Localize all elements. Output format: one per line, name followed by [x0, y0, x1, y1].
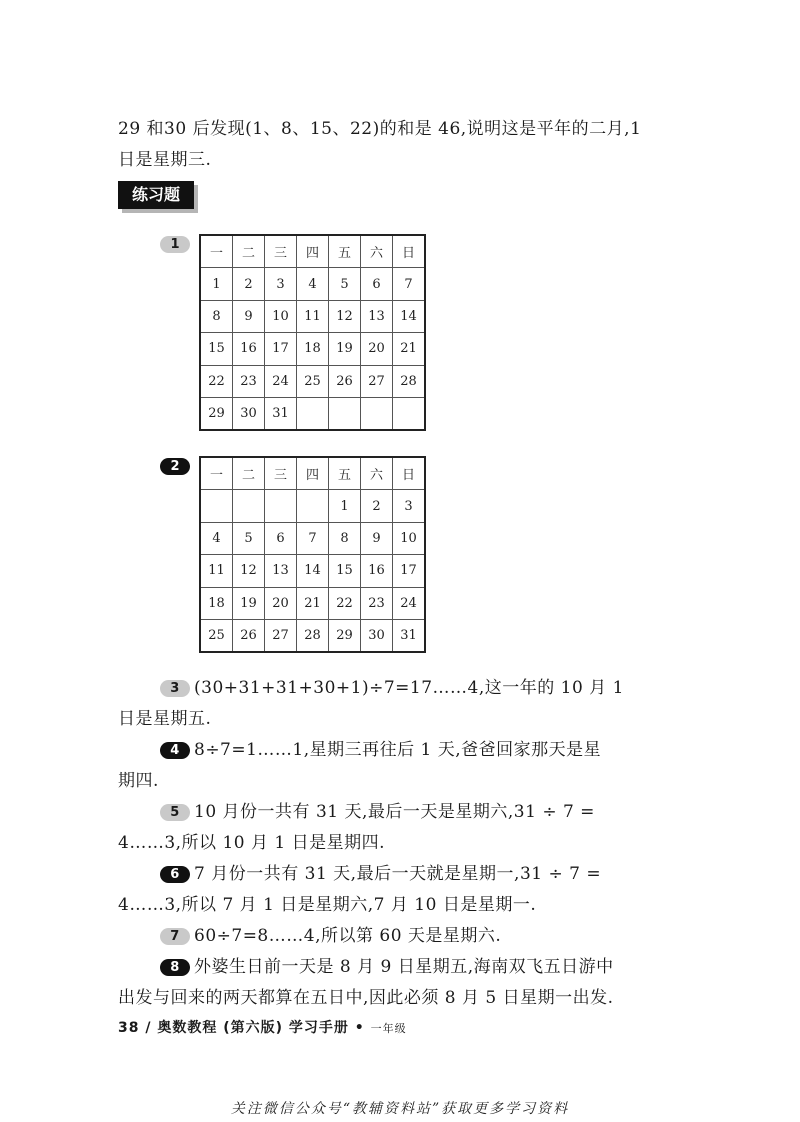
day-cell: 27 [361, 365, 393, 397]
day-cell: 5 [233, 522, 265, 554]
answer-text: 60÷7=8……4,所以第 60 天是星期六. [194, 926, 502, 946]
answer-text: 外婆生日前一天是 8 月 9 日星期五,海南双飞五日游中 [194, 957, 614, 977]
answer-8-line-1 [160, 953, 614, 981]
day-cell: 13 [265, 555, 297, 587]
weekday-header: 五 [329, 457, 361, 490]
day-cell: 4 [200, 522, 233, 554]
day-cell: 26 [329, 365, 361, 397]
answer-5-line-1 [160, 798, 595, 826]
day-cell: 7 [297, 522, 329, 554]
day-cell: 3 [393, 490, 426, 522]
problem-number-badge: 6 [160, 866, 190, 883]
page-number: 38 [118, 1020, 140, 1036]
answer-4-line-1 [160, 736, 601, 764]
day-cell: 3 [265, 268, 297, 300]
day-cell: 24 [393, 587, 426, 619]
answer-3-line-2: 日是星期五. [118, 709, 212, 729]
day-cell: 14 [393, 300, 426, 332]
problem-number-badge: 7 [160, 928, 190, 945]
day-cell: 19 [233, 587, 265, 619]
day-cell: 20 [265, 587, 297, 619]
day-cell: 16 [233, 333, 265, 365]
answer-5-line-2: 4……3,所以 10 月 1 日是星期四. [118, 833, 386, 853]
weekday-header: 四 [297, 235, 329, 268]
day-cell: 15 [200, 333, 233, 365]
day-cell: 8 [329, 522, 361, 554]
day-cell: 11 [297, 300, 329, 332]
calendar-table-1 [199, 234, 426, 431]
day-cell: 26 [233, 619, 265, 652]
answer-6-line-2: 4……3,所以 7 月 1 日是星期六,7 月 10 日是星期一. [118, 895, 537, 915]
weekday-header: 六 [361, 457, 393, 490]
day-cell: 17 [265, 333, 297, 365]
day-cell: 6 [265, 522, 297, 554]
day-cell: 28 [297, 619, 329, 652]
day-cell: 19 [329, 333, 361, 365]
weekday-header: 一 [200, 235, 233, 268]
day-cell: 2 [233, 268, 265, 300]
weekday-header: 三 [265, 235, 297, 268]
day-cell: 2 [361, 490, 393, 522]
day-cell: 9 [233, 300, 265, 332]
day-cell: 10 [393, 522, 426, 554]
day-cell: 31 [393, 619, 426, 652]
day-cell [265, 490, 297, 522]
day-cell [329, 397, 361, 430]
section-title: 练习题 [118, 181, 194, 209]
day-cell [200, 490, 233, 522]
problem-number-badge: 5 [160, 804, 190, 821]
intro-line-2: 日是星期三. [118, 150, 212, 170]
day-cell: 7 [393, 268, 426, 300]
day-cell: 22 [200, 365, 233, 397]
day-cell: 16 [361, 555, 393, 587]
day-cell: 1 [200, 268, 233, 300]
calendar-header-row [200, 457, 425, 490]
day-cell: 8 [200, 300, 233, 332]
book-title: / 奥数教程 (第六版) 学习手册 • [145, 1020, 365, 1036]
weekday-header: 四 [297, 457, 329, 490]
day-cell: 18 [297, 333, 329, 365]
day-cell: 11 [200, 555, 233, 587]
calendar-week-row [200, 619, 425, 652]
answer-7-line-1 [160, 922, 501, 950]
day-cell: 29 [200, 397, 233, 430]
day-cell: 31 [265, 397, 297, 430]
day-cell: 6 [361, 268, 393, 300]
day-cell: 25 [200, 619, 233, 652]
day-cell: 24 [265, 365, 297, 397]
weekday-header: 二 [233, 235, 265, 268]
calendar-table-2 [199, 456, 426, 653]
answer-text: (30+31+31+30+1)÷7=17……4,这一年的 10 月 1 [194, 678, 624, 698]
weekday-header: 六 [361, 235, 393, 268]
day-cell [233, 490, 265, 522]
problem-number-badge: 1 [160, 236, 190, 253]
calendar-week-row [200, 300, 425, 332]
day-cell: 27 [265, 619, 297, 652]
answer-text: 7 月份一共有 31 天,最后一天就是星期一,31 ÷ 7 = [194, 864, 602, 884]
day-cell: 17 [393, 555, 426, 587]
calendar-week-row [200, 490, 425, 522]
day-cell: 12 [329, 300, 361, 332]
day-cell: 21 [393, 333, 426, 365]
weekday-header: 二 [233, 457, 265, 490]
calendar-week-row [200, 555, 425, 587]
day-cell: 25 [297, 365, 329, 397]
weekday-header: 一 [200, 457, 233, 490]
day-cell: 28 [393, 365, 426, 397]
problem-number-badge: 8 [160, 959, 190, 976]
day-cell: 14 [297, 555, 329, 587]
day-cell [297, 397, 329, 430]
day-cell: 5 [329, 268, 361, 300]
answer-text: 8÷7=1……1,星期三再往后 1 天,爸爸回家那天是星 [194, 740, 602, 760]
day-cell: 4 [297, 268, 329, 300]
page-footer [118, 1017, 407, 1037]
problem-number-badge: 3 [160, 680, 190, 697]
problem-number-badge: 2 [160, 458, 190, 475]
calendar-week-row [200, 268, 425, 300]
day-cell: 20 [361, 333, 393, 365]
day-cell: 30 [361, 619, 393, 652]
day-cell [297, 490, 329, 522]
calendar-week-row [200, 587, 425, 619]
intro-line-1: 29 和30 后发现(1、8、15、22)的和是 46,说明这是平年的二月,1 [118, 119, 642, 139]
calendar-week-row [200, 397, 425, 430]
calendar-week-row [200, 333, 425, 365]
weekday-header: 三 [265, 457, 297, 490]
answer-8-line-2: 出发与回来的两天都算在五日中,因此必须 8 月 5 日星期一出发. [118, 988, 614, 1008]
answer-3-line-1 [160, 674, 624, 702]
day-cell: 18 [200, 587, 233, 619]
day-cell: 22 [329, 587, 361, 619]
day-cell: 23 [361, 587, 393, 619]
weekday-header: 日 [393, 235, 426, 268]
day-cell [361, 397, 393, 430]
day-cell: 23 [233, 365, 265, 397]
calendar-week-row [200, 365, 425, 397]
day-cell: 15 [329, 555, 361, 587]
day-cell: 9 [361, 522, 393, 554]
day-cell: 12 [233, 555, 265, 587]
answer-4-line-2: 期四. [118, 771, 159, 791]
answer-6-line-1 [160, 860, 601, 888]
day-cell [393, 397, 426, 430]
answer-text: 10 月份一共有 31 天,最后一天是星期六,31 ÷ 7 = [194, 802, 595, 822]
day-cell: 29 [329, 619, 361, 652]
calendar-header-row [200, 235, 425, 268]
day-cell: 21 [297, 587, 329, 619]
day-cell: 13 [361, 300, 393, 332]
day-cell: 10 [265, 300, 297, 332]
calendar-week-row [200, 522, 425, 554]
weekday-header: 五 [329, 235, 361, 268]
day-cell: 1 [329, 490, 361, 522]
problem-number-badge: 4 [160, 742, 190, 759]
day-cell: 30 [233, 397, 265, 430]
weekday-header: 日 [393, 457, 426, 490]
watermark-text: 关注微信公众号“教辅资料站”获取更多学习资料 [230, 1101, 570, 1117]
grade-label: 一年级 [370, 1022, 407, 1035]
